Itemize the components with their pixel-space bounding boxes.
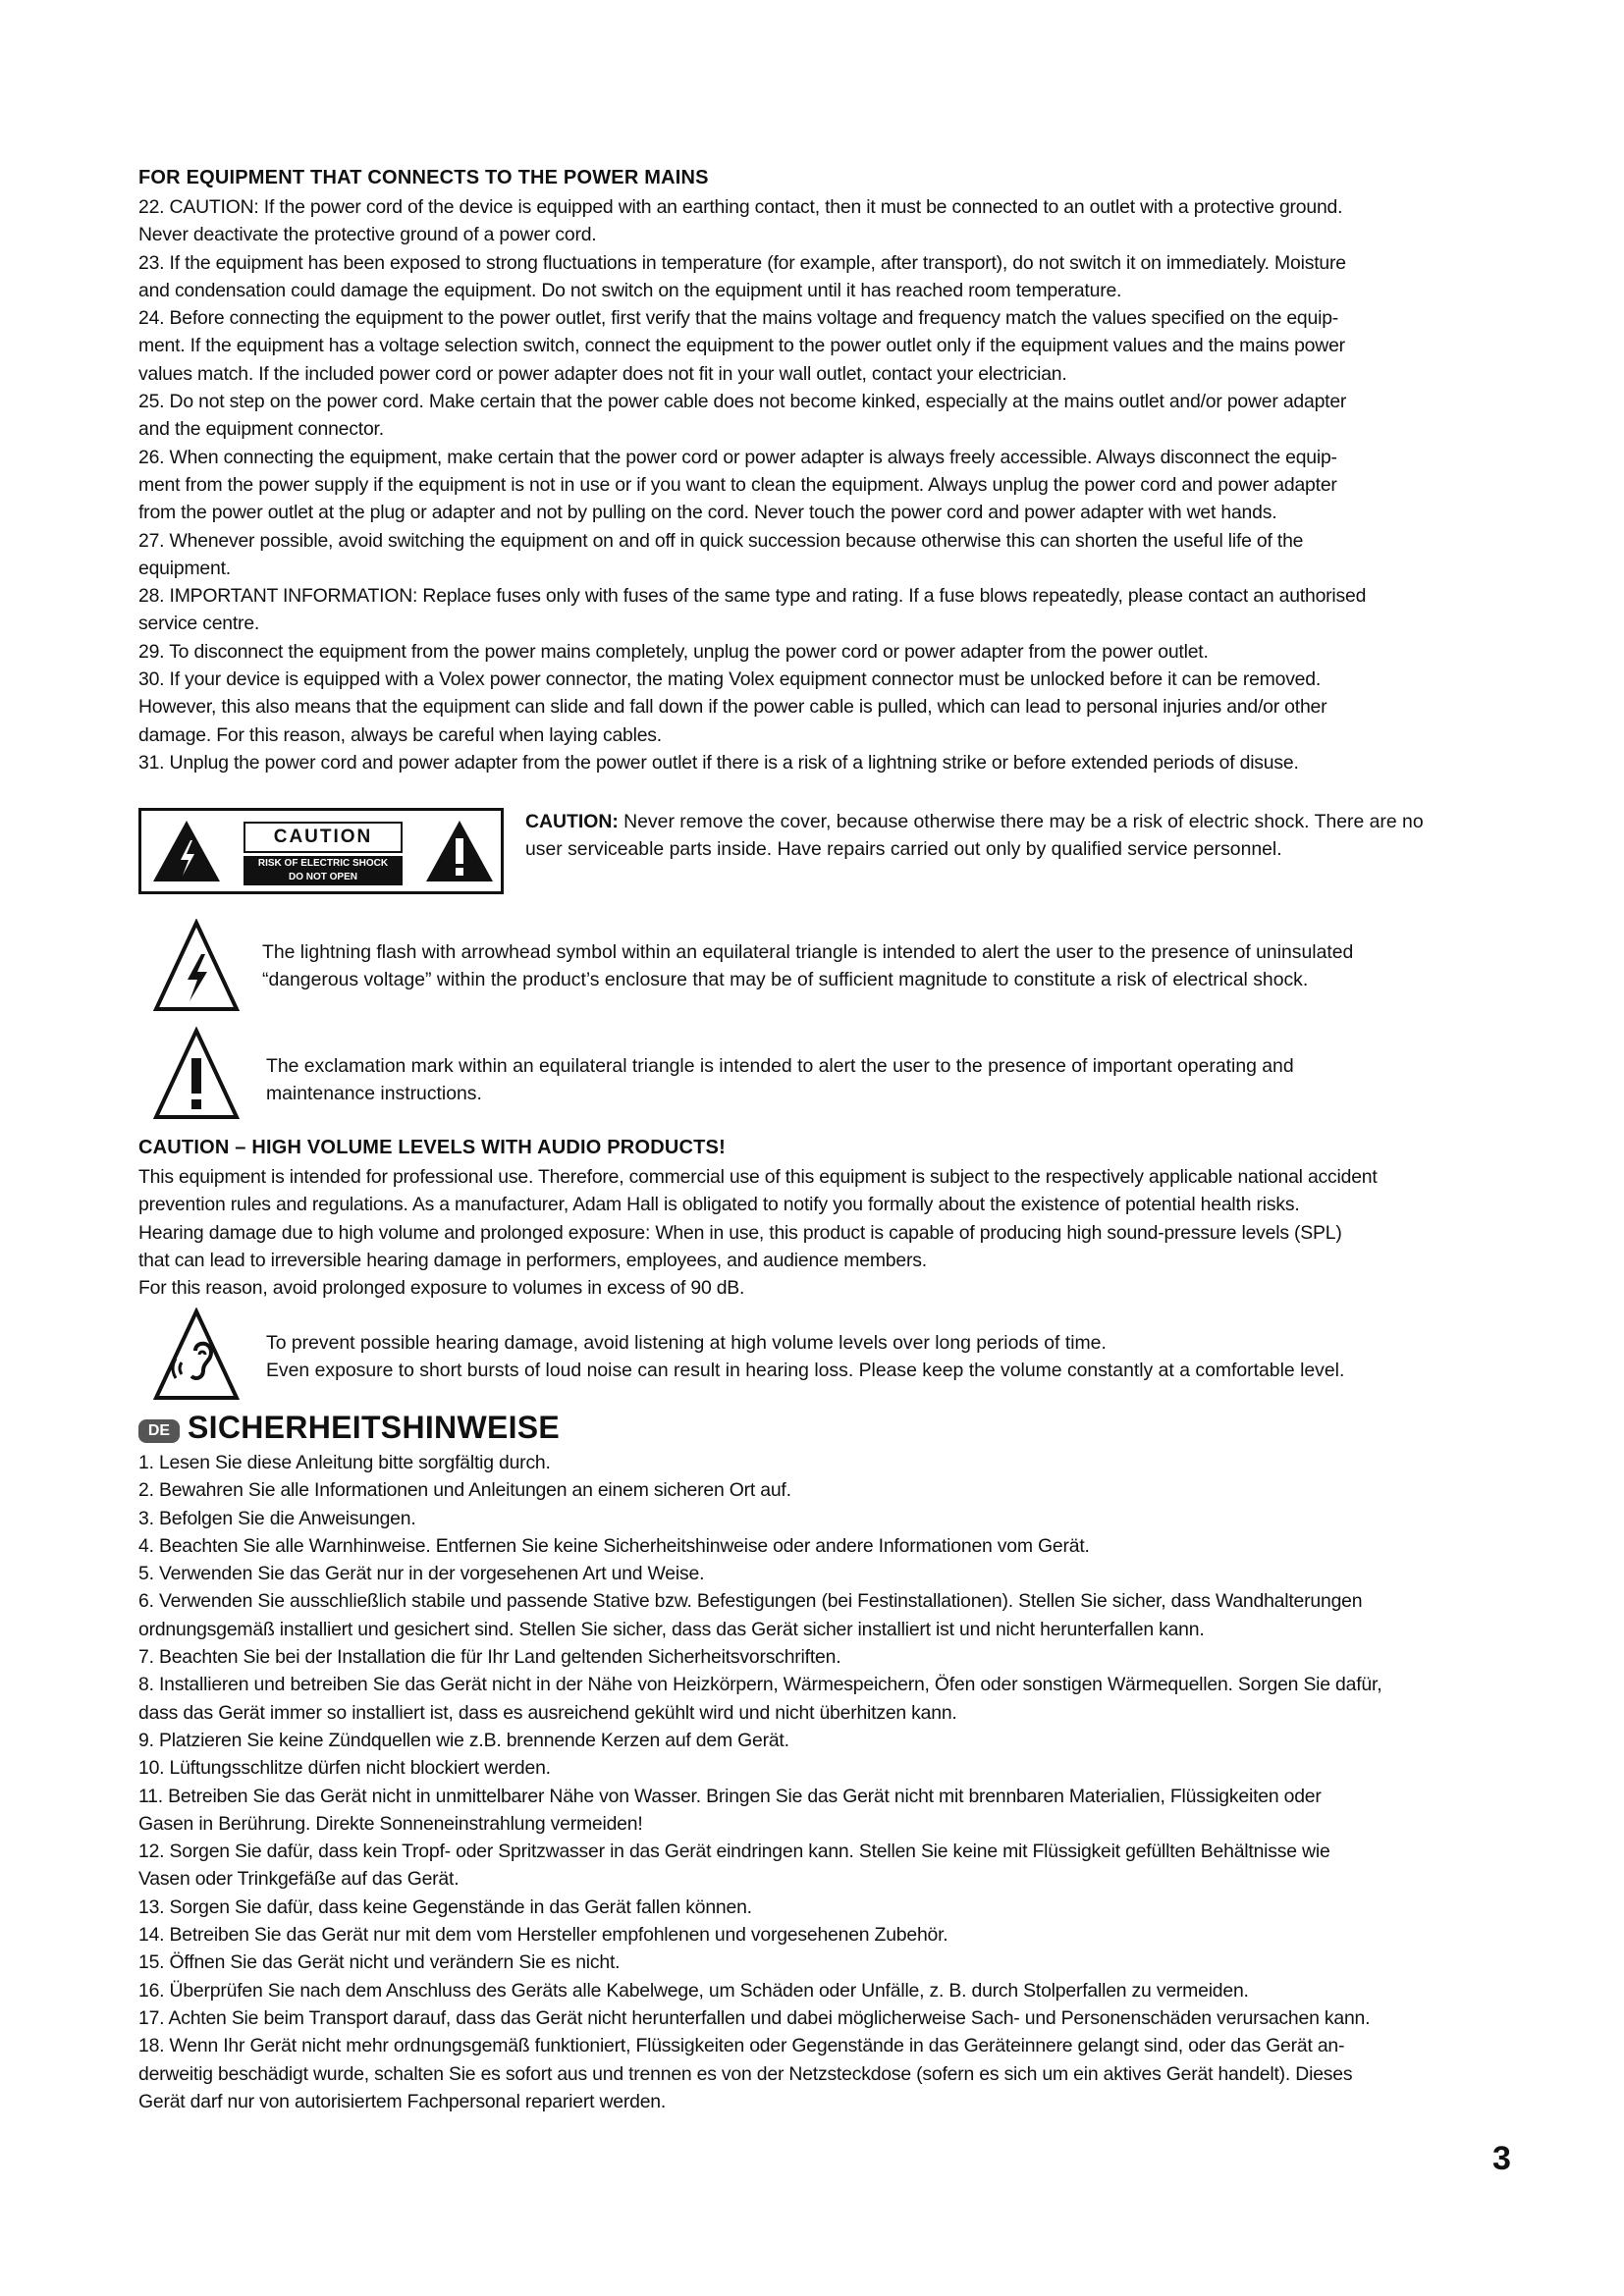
german-line: 13. Sorgen Sie dafür, dass keine Gegenstände in das Gerät fallen können. bbox=[138, 1896, 752, 1918]
caution-line2: user serviceable parts inside. Have repairs carried out only by qualified service personnel. bbox=[525, 838, 1282, 861]
high-volume-line: prevention rules and regulations. As a manufacturer, Adam Hall is obligated to notify you formally about the existence of potential health risks. bbox=[138, 1194, 1300, 1216]
exclamation-line1: The exclamation mark within an equilateral triangle is intended to alert the user to the presence of important operating and bbox=[266, 1055, 1294, 1077]
power-mains-line: 31. Unplug the power cord and power adapter from the power outlet if there is a risk of a lightning strike or before extended periods of disuse. bbox=[138, 751, 1299, 774]
power-mains-line: damage. For this reason, always be careful when laying cables. bbox=[138, 723, 662, 746]
german-line: 15. Öffnen Sie das Gerät nicht und verändern Sie es nicht. bbox=[138, 1951, 621, 1974]
german-line: 9. Platzieren Sie keine Zündquellen wie z.B. brennende Kerzen auf dem Gerät. bbox=[138, 1729, 789, 1751]
german-line: 5. Verwenden Sie das Gerät nur in der vorgesehenen Art und Weise. bbox=[138, 1563, 705, 1585]
german-line: Vasen oder Trinkgefäße auf das Gerät. bbox=[138, 1868, 460, 1891]
german-line: derweitig beschädigt wurde, schalten Sie es sofort aus und trennen es von der Netzsteckdose (sofern es sich um ein aktives Gerät handelt). Dieses bbox=[138, 2062, 1353, 2085]
power-mains-line: 26. When connecting the equipment, make certain that the power cord or power adapter is always freely accessible. Always disconnect the equip- bbox=[138, 446, 1337, 468]
caution-sub-line2: DO NOT OPEN bbox=[288, 872, 357, 882]
hearing-line1: To prevent possible hearing damage, avoid listening at high volume levels over long periods of time. bbox=[266, 1332, 1107, 1354]
language-badge-de: DE bbox=[138, 1419, 180, 1443]
power-mains-line: from the power outlet at the plug or adapter and not by pulling on the cord. Never touch the power cord and power adapter with wet hands. bbox=[138, 502, 1277, 524]
german-line: Gasen in Berührung. Direkte Sonneneinstrahlung vermeiden! bbox=[138, 1812, 643, 1835]
power-mains-list bbox=[138, 193, 1493, 776]
exclamation-triangle-icon bbox=[152, 1027, 241, 1121]
high-volume-line: that can lead to irreversible hearing damage in performers, employees, and audience members. bbox=[138, 1249, 927, 1271]
power-mains-line: 22. CAUTION: If the power cord of the device is equipped with an earthing contact, then it must be connected to an outlet with a protective ground. bbox=[138, 196, 1343, 218]
german-line: dass das Gerät immer so installiert ist, dass es ausreichend gekühlt wird und nicht überhitzen kann. bbox=[138, 1701, 957, 1724]
exclamation-warning-icon bbox=[424, 819, 495, 883]
caution-sub-label bbox=[244, 856, 403, 885]
high-volume-heading: CAUTION – HIGH VOLUME LEVELS WITH AUDIO PRODUCTS! bbox=[138, 1137, 726, 1158]
german-line: 1. Lesen Sie diese Anleitung bitte sorgfältig durch. bbox=[138, 1452, 551, 1473]
power-mains-line: 29. To disconnect the equipment from the power mains completely, unplug the power cord or power adapter from the power outlet. bbox=[138, 640, 1209, 663]
power-mains-line: ment. If the equipment has a voltage selection switch, connect the equipment to the power outlet only if the equipment values and the mains power bbox=[138, 335, 1345, 357]
power-mains-line: 27. Whenever possible, avoid switching the equipment on and off in quick succession because otherwise this can shorten the useful life of the bbox=[138, 529, 1304, 552]
german-line: Gerät darf nur von autorisiertem Fachpersonal repariert werden. bbox=[138, 2090, 667, 2112]
caution-label-box bbox=[138, 808, 504, 894]
caution-label: CAUTION bbox=[244, 822, 403, 853]
power-mains-line: and the equipment connector. bbox=[138, 418, 384, 441]
german-line: ordnungsgemäß installiert und gesichert sind. Stellen Sie sicher, dass das Gerät sicher installiert ist und nicht herunterfallen kann. bbox=[138, 1618, 1205, 1640]
german-line: 11. Betreiben Sie das Gerät nicht in unmittelbarer Nähe von Wasser. Bringen Sie das Gerät nicht mit brennbaren Materialien, Flüssigkeiten oder bbox=[138, 1785, 1322, 1807]
page-number: 3 bbox=[1492, 2140, 1511, 2177]
hearing-line2: Even exposure to short bursts of loud noise can result in hearing loss. Please keep the volume constantly at a comfortable level. bbox=[266, 1360, 1345, 1382]
german-line: 18. Wenn Ihr Gerät nicht mehr ordnungsgemäß funktioniert, Flüssigkeiten oder Gegenstände in das Geräteinnere gelangt sind, oder das Gerät an- bbox=[138, 2035, 1345, 2057]
lightning-explanation bbox=[262, 938, 1401, 994]
caution-statement bbox=[525, 808, 1493, 864]
power-mains-line: ment from the power supply if the equipment is not in use or if you want to clean the equipment. Always unplug the power cord and power adapter bbox=[138, 473, 1337, 496]
power-mains-line: 23. If the equipment has been exposed to strong fluctuations in temperature (for example, after transport), do not switch it on immediately. Moisture bbox=[138, 251, 1346, 274]
german-line: 8. Installieren und betreiben Sie das Gerät nicht in der Nähe von Heizkörpern, Wärmespeichern, Öfen oder sonstigen Wärmequellen. Sorgen Sie dafür, bbox=[138, 1674, 1382, 1696]
power-mains-line: 25. Do not step on the power cord. Make certain that the power cable does not become kinked, especially at the mains outlet and/or power adapter bbox=[138, 391, 1347, 413]
power-mains-line: equipment. bbox=[138, 557, 231, 579]
german-line: 14. Betreiben Sie das Gerät nur mit dem vom Hersteller empfohlenen und vorgesehenen Zubehör. bbox=[138, 1924, 948, 1947]
power-mains-heading: FOR EQUIPMENT THAT CONNECTS TO THE POWER MAINS bbox=[138, 167, 709, 188]
exclamation-explanation bbox=[266, 1052, 1405, 1108]
caution-sub-line1: RISK OF ELECTRIC SHOCK bbox=[257, 858, 389, 869]
lightning-warning-icon bbox=[151, 819, 222, 883]
high-volume-line: For this reason, avoid prolonged exposure to volumes in excess of 90 dB. bbox=[138, 1277, 745, 1300]
german-safety-list bbox=[138, 1449, 1493, 2115]
lightning-line1: The lightning flash with arrowhead symbol within an equilateral triangle is intended to alert the user to the presence of uninsulated bbox=[262, 941, 1354, 963]
german-line: 6. Verwenden Sie ausschließlich stabile und passende Stative bzw. Befestigungen (bei Festinstallationen). Stellen Sie sicher, dass Wandhalterungen bbox=[138, 1590, 1363, 1613]
power-mains-line: service centre. bbox=[138, 613, 260, 635]
power-mains-line: Never deactivate the protective ground of a power cord. bbox=[138, 224, 597, 246]
german-line: 12. Sorgen Sie dafür, dass kein Tropf- oder Spritzwasser in das Gerät eindringen kann. Stellen Sie keine mit Flüssigkeit gefüllten Behältnisse wie bbox=[138, 1841, 1330, 1863]
power-mains-line: However, this also means that the equipment can slide and fall down if the power cable is pulled, which can lead to personal injuries and/or other bbox=[138, 696, 1327, 719]
power-mains-line: 28. IMPORTANT INFORMATION: Replace fuses only with fuses of the same type and rating. If a fuse blows repeatedly, please contact an authorised bbox=[138, 585, 1367, 608]
caution-lead: CAUTION: bbox=[525, 811, 619, 832]
power-mains-line: and condensation could damage the equipment. Do not switch on the equipment until it has reached room temperature. bbox=[138, 279, 1122, 301]
power-mains-line: values match. If the included power cord or power adapter does not fit in your wall outlet, contact your electrician. bbox=[138, 362, 1067, 385]
german-line: 3. Befolgen Sie die Anweisungen. bbox=[138, 1507, 416, 1529]
power-mains-line: 24. Before connecting the equipment to the power outlet, first verify that the mains voltage and frequency match the values specified on the equip- bbox=[138, 307, 1339, 330]
high-volume-text bbox=[138, 1163, 1493, 1302]
hearing-explanation bbox=[266, 1329, 1405, 1385]
german-line: 16. Überprüfen Sie nach dem Anschluss des Geräts alle Kabelwege, um Schäden oder Unfälle, z. B. durch Stolperfallen zu vermeiden. bbox=[138, 1979, 1249, 2002]
german-line: 17. Achten Sie beim Transport darauf, dass das Gerät nicht herunterfallen und dabei möglicherweise Sach- und Personenschäden verursachen kann. bbox=[138, 2006, 1371, 2029]
high-volume-line: Hearing damage due to high volume and prolonged exposure: When in use, this product is capable of producing high sound-pressure levels (SPL) bbox=[138, 1221, 1342, 1244]
caution-line1: Never remove the cover, because otherwise there may be a risk of electric shock. There are no bbox=[618, 811, 1424, 832]
lightning-line2: “dangerous voltage” within the product’s enclosure that may be of sufficient magnitude to constitute a risk of electrical shock. bbox=[262, 969, 1309, 991]
exclamation-line2: maintenance instructions. bbox=[266, 1083, 482, 1105]
power-mains-line: 30. If your device is equipped with a Volex power connector, the mating Volex equipment connector must be unlocked before it can be removed. bbox=[138, 668, 1322, 691]
german-section-title: SICHERHEITSHINWEISE bbox=[188, 1410, 561, 1445]
german-line: 4. Beachten Sie alle Warnhinweise. Entfernen Sie keine Sicherheitshinweise oder andere Informationen vom Gerät. bbox=[138, 1534, 1090, 1557]
german-line: 7. Beachten Sie bei der Installation die für Ihr Land geltenden Sicherheitsvorschriften. bbox=[138, 1646, 841, 1669]
hearing-damage-icon bbox=[152, 1308, 241, 1402]
high-volume-line: This equipment is intended for professional use. Therefore, commercial use of this equipment is subject to the respectively applicable national accident bbox=[138, 1166, 1378, 1188]
lightning-triangle-icon bbox=[152, 919, 241, 1013]
german-line: 2. Bewahren Sie alle Informationen und Anleitungen an einem sicheren Ort auf. bbox=[138, 1479, 791, 1502]
german-line: 10. Lüftungsschlitze dürfen nicht blockiert werden. bbox=[138, 1757, 551, 1780]
